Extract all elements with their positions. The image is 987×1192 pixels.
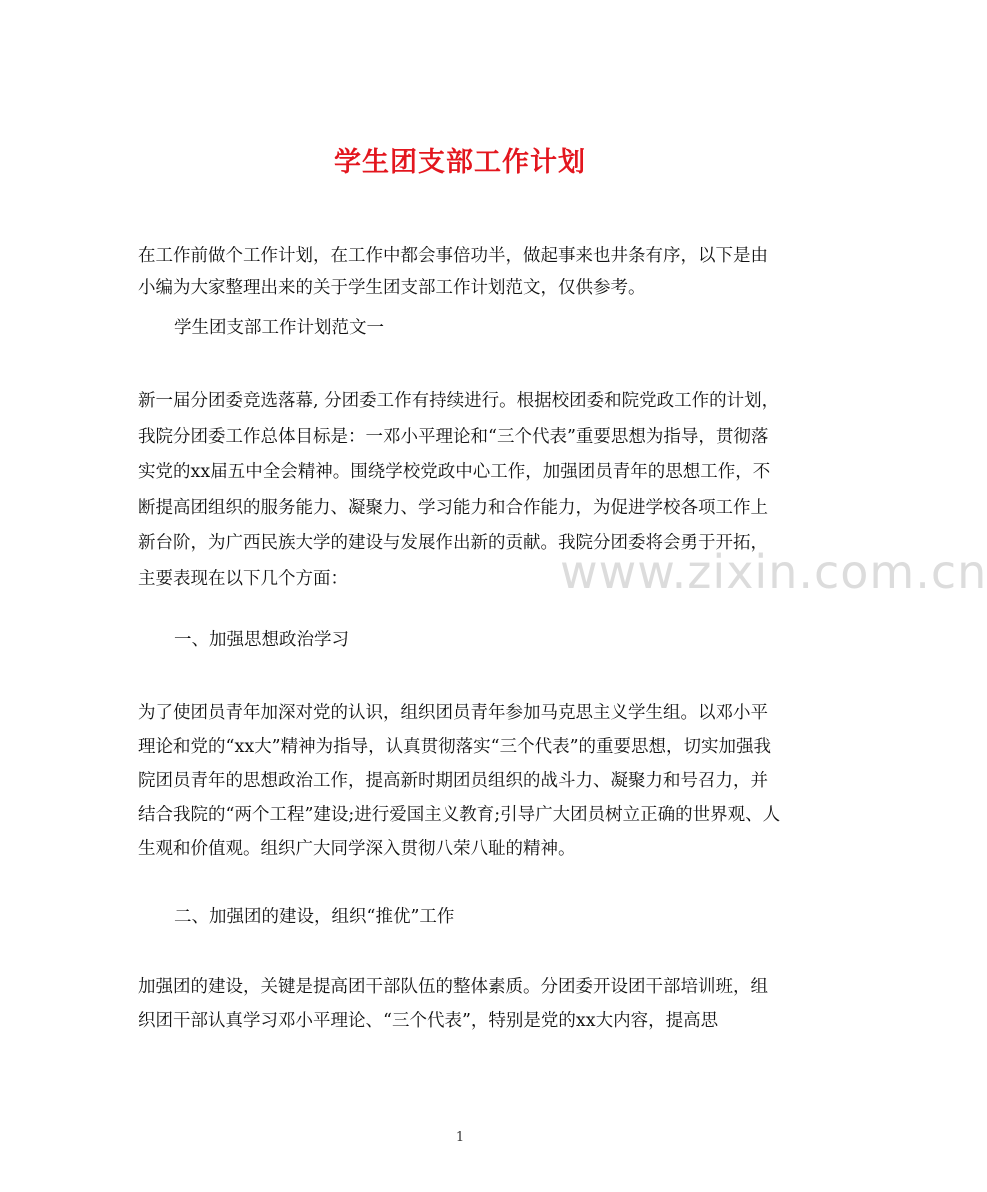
document-title: 学生团支部工作计划 — [334, 147, 586, 179]
sample-heading: 学生团支部工作计划范文一 — [174, 318, 384, 338]
page-number: 1 — [455, 1130, 465, 1145]
section-heading-1: 一、加强思想政治学习 — [174, 630, 349, 650]
body-paragraph-2: 为了使团员青年加深对党的认识，组织团员青年参加马克思主义学生组。以邓小平理论和党的“xx大”精神为指导，认真贯彻落实“三个代表”的重要思想，切实加强我院团员青年的思想政治工作，提高新时期团员组织的战斗力、凝聚力和号召力，并结合我院的“两个工程”建设;进行爱国主义教育;引导广大团员树立正确的世界观、人生观和价值观。组织广大同学深入贯彻八荣八耻的精神。 — [138, 703, 781, 859]
body-paragraph-3: 加强团的建设，关键是提高团干部队伍的整体素质。分团委开设团干部培训班，组织团干部认真学习邓小平理论、“三个代表”，特别是党的xx大内容，提高思 — [138, 977, 768, 1031]
body-paragraph-1: 新一届分团委竞选落幕, 分团委工作有持续进行。根据校团委和院党政工作的计划，我院分团委工作总体目标是：一邓小平理论和“三个代表”重要思想为指导，贯彻落实党的xx届五中全会精神。围绕学校党政中心工作，加强团员青年的思想工作，不断提高团组织的服务能力、凝聚力、学习能力和合作能力，为促进学校各项工作上新台阶，为广西民族大学的建设与发展作出新的贡献。我院分团委将会勇于开拓，主要表现在以下几个方面： — [138, 391, 780, 589]
section-heading-2: 二、加强团的建设，组织“推优”工作 — [174, 907, 455, 927]
intro-paragraph: 在工作前做个工作计划，在工作中都会事倍功半，做起事来也井条有序，以下是由小编为大家整理出来的关于学生团支部工作计划范文，仅供参考。 — [138, 246, 768, 298]
watermark: www.zixin.com.cn — [560, 545, 987, 599]
